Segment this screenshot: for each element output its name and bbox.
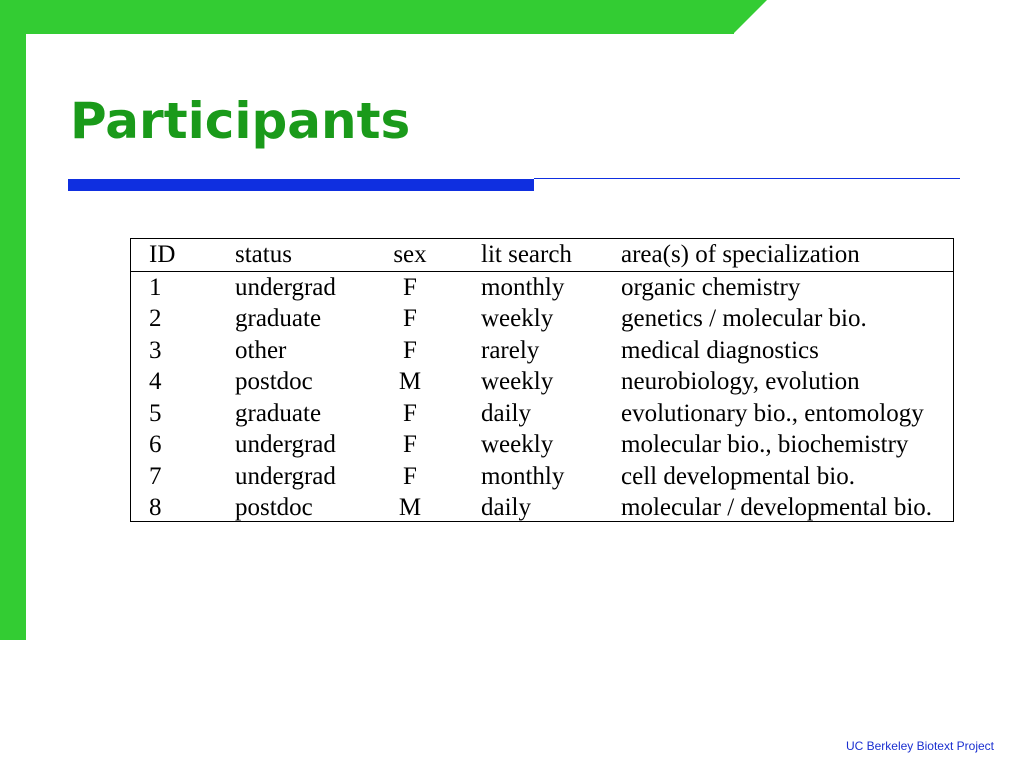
cell-lit-search: daily: [481, 494, 531, 521]
title-underline-thick: [68, 179, 534, 191]
cell-sex: F: [403, 431, 417, 458]
cell-status: undergrad: [235, 273, 336, 301]
green-top-bar-corner: [733, 0, 767, 34]
footer-credit: UC Berkeley Biotext Project: [845, 739, 994, 753]
cell-sex: F: [403, 305, 417, 332]
table-row: [131, 429, 953, 461]
table-row: [131, 271, 953, 303]
table-row: [131, 492, 953, 524]
participants-table: [130, 238, 954, 522]
cell-sex: M: [398, 368, 422, 395]
table-row: [131, 461, 953, 493]
cell-lit-search: weekly: [481, 305, 554, 332]
header-status: status: [235, 239, 365, 271]
cell-area: organic chemistry: [621, 273, 801, 301]
cell-area: cell developmental bio.: [621, 462, 855, 490]
cell-sex: F: [403, 399, 417, 427]
cell-id: 6: [149, 431, 162, 458]
green-left-bar: [0, 0, 26, 640]
cell-area: neurobiology, evolution: [621, 368, 860, 395]
cell-id: 2: [149, 305, 162, 332]
cell-status: other: [235, 336, 287, 364]
cell-status: undergrad: [235, 462, 336, 490]
cell-lit-search: monthly: [481, 273, 565, 301]
table-row: [131, 398, 953, 430]
table-row: [131, 303, 953, 335]
cell-status: postdoc: [235, 368, 313, 395]
cell-lit-search: rarely: [481, 336, 540, 364]
table-header-row: [131, 239, 953, 271]
cell-area: molecular / developmental bio.: [621, 494, 933, 521]
cell-lit-search: daily: [481, 399, 531, 427]
cell-status: postdoc: [235, 494, 313, 521]
header-id: ID: [131, 239, 235, 271]
cell-id: 3: [149, 336, 162, 364]
title-underline-thin: [534, 178, 960, 179]
table-row: [131, 366, 953, 398]
cell-sex: F: [403, 336, 417, 364]
cell-area: medical diagnostics: [621, 336, 819, 364]
slide-title: Participants: [70, 92, 411, 150]
cell-id: 5: [149, 399, 162, 427]
cell-id: 8: [149, 494, 162, 521]
cell-lit-search: monthly: [481, 462, 565, 490]
cell-area: genetics / molecular bio.: [621, 305, 867, 332]
table-row: [131, 335, 953, 367]
cell-sex: F: [403, 273, 417, 301]
cell-status: undergrad: [235, 431, 336, 458]
cell-lit-search: weekly: [481, 368, 554, 395]
green-top-bar: [0, 0, 734, 34]
cell-sex: M: [398, 494, 422, 521]
cell-id: 7: [149, 462, 162, 490]
header-area: area(s) of specialization: [621, 239, 953, 271]
header-sex: sex: [365, 239, 471, 271]
cell-lit-search: weekly: [481, 431, 554, 458]
cell-id: 4: [149, 368, 162, 395]
cell-sex: F: [403, 462, 417, 490]
cell-status: graduate: [235, 399, 322, 427]
cell-area: evolutionary bio., entomology: [621, 399, 924, 427]
header-lit-search: lit search: [471, 239, 621, 271]
cell-id: 1: [149, 273, 162, 301]
cell-area: molecular bio., biochemistry: [621, 431, 909, 458]
cell-status: graduate: [235, 305, 322, 332]
